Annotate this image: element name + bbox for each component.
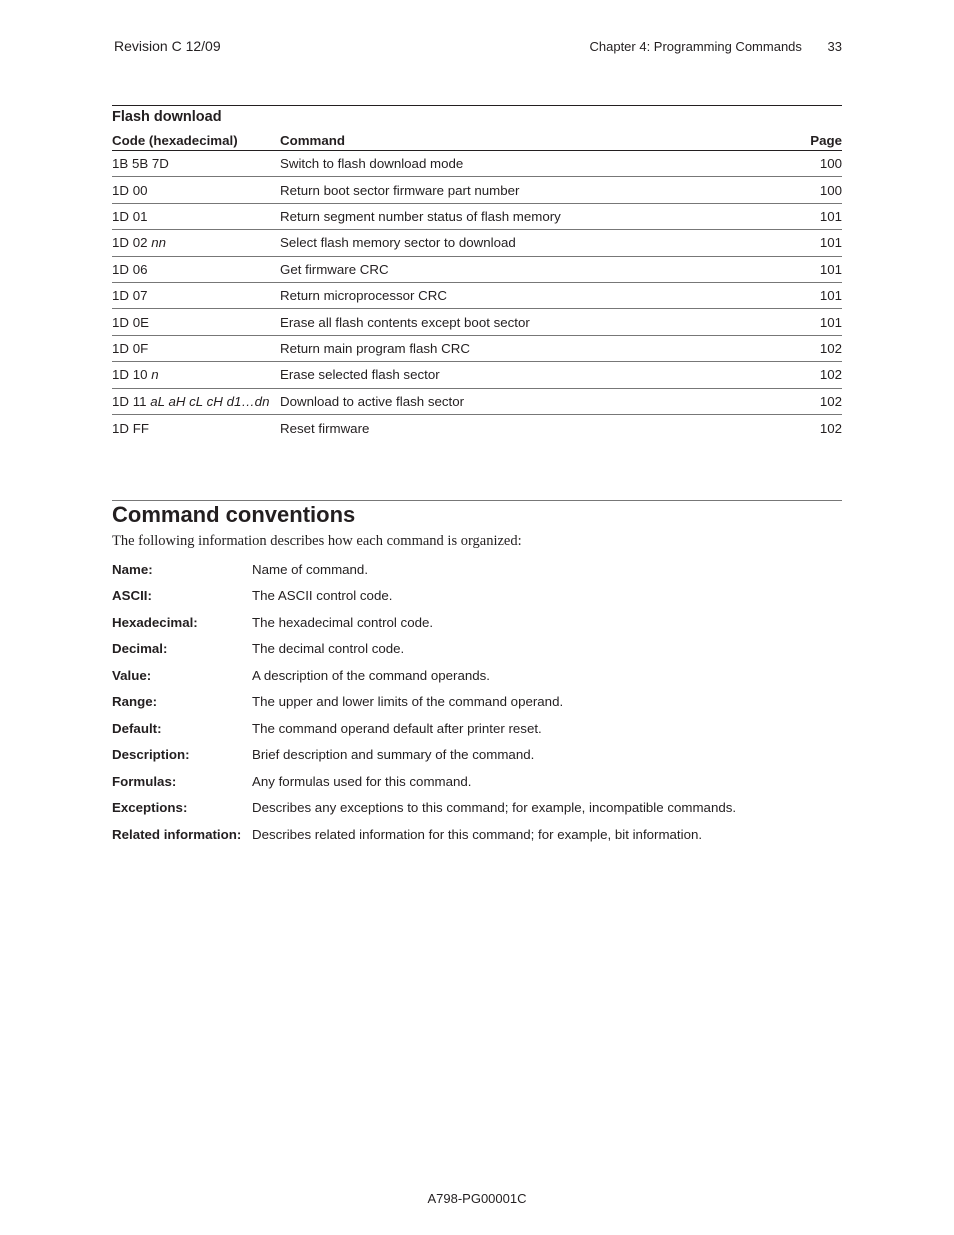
table-title: Flash download [112,105,842,131]
convention-description: The ASCII control code. [252,588,393,604]
command-cell: Erase selected flash sector [280,367,440,383]
code-cell [112,421,280,436]
page-cell: 102 [819,420,842,436]
convention-item [112,689,852,716]
code-cell [112,183,280,198]
convention-term: Range: [112,694,158,710]
page-cell: 100 [819,182,842,198]
page-number: 33 [827,39,842,54]
code-text: 1B 5B 7D [112,156,169,172]
convention-item [112,795,852,822]
table-row [112,283,842,309]
convention-term: Name: [112,561,153,577]
code-cell [112,288,280,303]
page-cell: 102 [819,367,842,383]
convention-item [112,768,852,795]
conventions-list [112,556,852,848]
table-row [112,257,842,283]
convention-description: Brief description and summary of the command. [252,747,535,763]
convention-term: Formulas: [112,773,177,789]
command-cell: Select flash memory sector to download [280,235,516,251]
code-text: 1D 00 [112,182,148,198]
command-cell: Reset firmware [280,420,370,436]
convention-item [112,821,852,848]
code-cell [112,315,280,330]
convention-item [112,609,852,636]
convention-description: The hexadecimal control code. [252,614,434,630]
table-row [112,204,842,230]
command-cell: Return main program flash CRC [280,340,470,356]
convention-description: Any formulas used for this command. [252,773,472,789]
revision-label: Revision C 12/09 [114,38,221,54]
section-intro: The following information describes how each command is organized: [112,533,522,549]
running-header [589,39,842,54]
convention-description: A description of the command operands. [252,667,491,683]
command-cell: Return boot sector firmware part number [280,182,520,198]
page-cell: 101 [819,314,842,330]
convention-term: Value: [112,667,152,683]
table-row [112,151,842,177]
code-text: 1D 11 [112,393,151,409]
convention-description: The decimal control code. [252,641,405,657]
convention-item [112,715,852,742]
code-text: 1D FF [112,420,149,436]
code-param: nn [151,235,166,251]
convention-description: Name of command. [252,561,369,577]
convention-description: Describes any exceptions to this command; for example, incompatible commands. [252,800,737,816]
column-header-code: Code (hexadecimal) [112,133,238,148]
convention-item [112,742,852,769]
convention-description: The command operand default after printer reset. [252,720,542,736]
table-row [112,309,842,335]
convention-term: ASCII: [112,588,152,604]
table-row [112,389,842,415]
command-cell: Switch to flash download mode [280,156,464,172]
code-cell [112,367,280,382]
convention-description: The upper and lower limits of the command operand. [252,694,564,710]
code-cell [112,394,280,409]
table-row [112,230,842,256]
convention-item [112,556,852,583]
page-cell: 101 [819,288,842,304]
command-cell: Return microprocessor CRC [280,288,447,304]
convention-description: Describes related information for this command; for example, bit information. [252,826,703,842]
document-number: A798-PG00001C [427,1191,527,1206]
convention-item [112,636,852,663]
command-cell: Return segment number status of flash memory [280,208,561,224]
code-text: 1D 02 [112,235,152,251]
table-row [112,415,842,441]
section-title: Command conventions [112,502,356,527]
code-cell [112,262,280,277]
convention-item [112,662,852,689]
convention-term: Decimal: [112,641,168,657]
page-cell: 101 [819,235,842,251]
page-cell: 101 [819,261,842,277]
convention-item [112,583,852,610]
table-row [112,362,842,388]
flash-download-table [112,105,842,441]
table-header-row [112,131,842,151]
code-text: 1D 07 [112,288,148,304]
code-text: 1D 10 [112,367,152,383]
page-cell: 100 [819,156,842,172]
code-cell [112,156,280,171]
page-cell: 101 [819,208,842,224]
convention-term: Related information: [112,826,242,842]
command-cell: Get firmware CRC [280,261,389,277]
convention-term: Hexadecimal: [112,614,198,630]
column-header-command: Command [280,133,346,148]
code-text: 1D 0F [112,340,149,356]
command-cell: Download to active flash sector [280,393,465,409]
code-text: 1D 0E [112,314,149,330]
page-cell: 102 [819,340,842,356]
table-body [112,151,842,441]
convention-term: Default: [112,720,162,736]
code-param: n [151,367,159,383]
convention-term: Description: [112,747,190,763]
command-cell: Erase all flash contents except boot sector [280,314,530,330]
code-text: 1D 01 [112,208,148,224]
table-row [112,336,842,362]
chapter-title: Chapter 4: Programming Commands [589,39,802,54]
code-cell [112,209,280,224]
code-cell [112,235,280,250]
convention-term: Exceptions: [112,800,188,816]
code-cell [112,341,280,356]
column-header-page: Page [810,133,842,148]
table-row [112,177,842,203]
code-text: 1D 06 [112,261,148,277]
page-cell: 102 [819,393,842,409]
code-param: aL aH cL cH d1…dn [150,393,270,409]
